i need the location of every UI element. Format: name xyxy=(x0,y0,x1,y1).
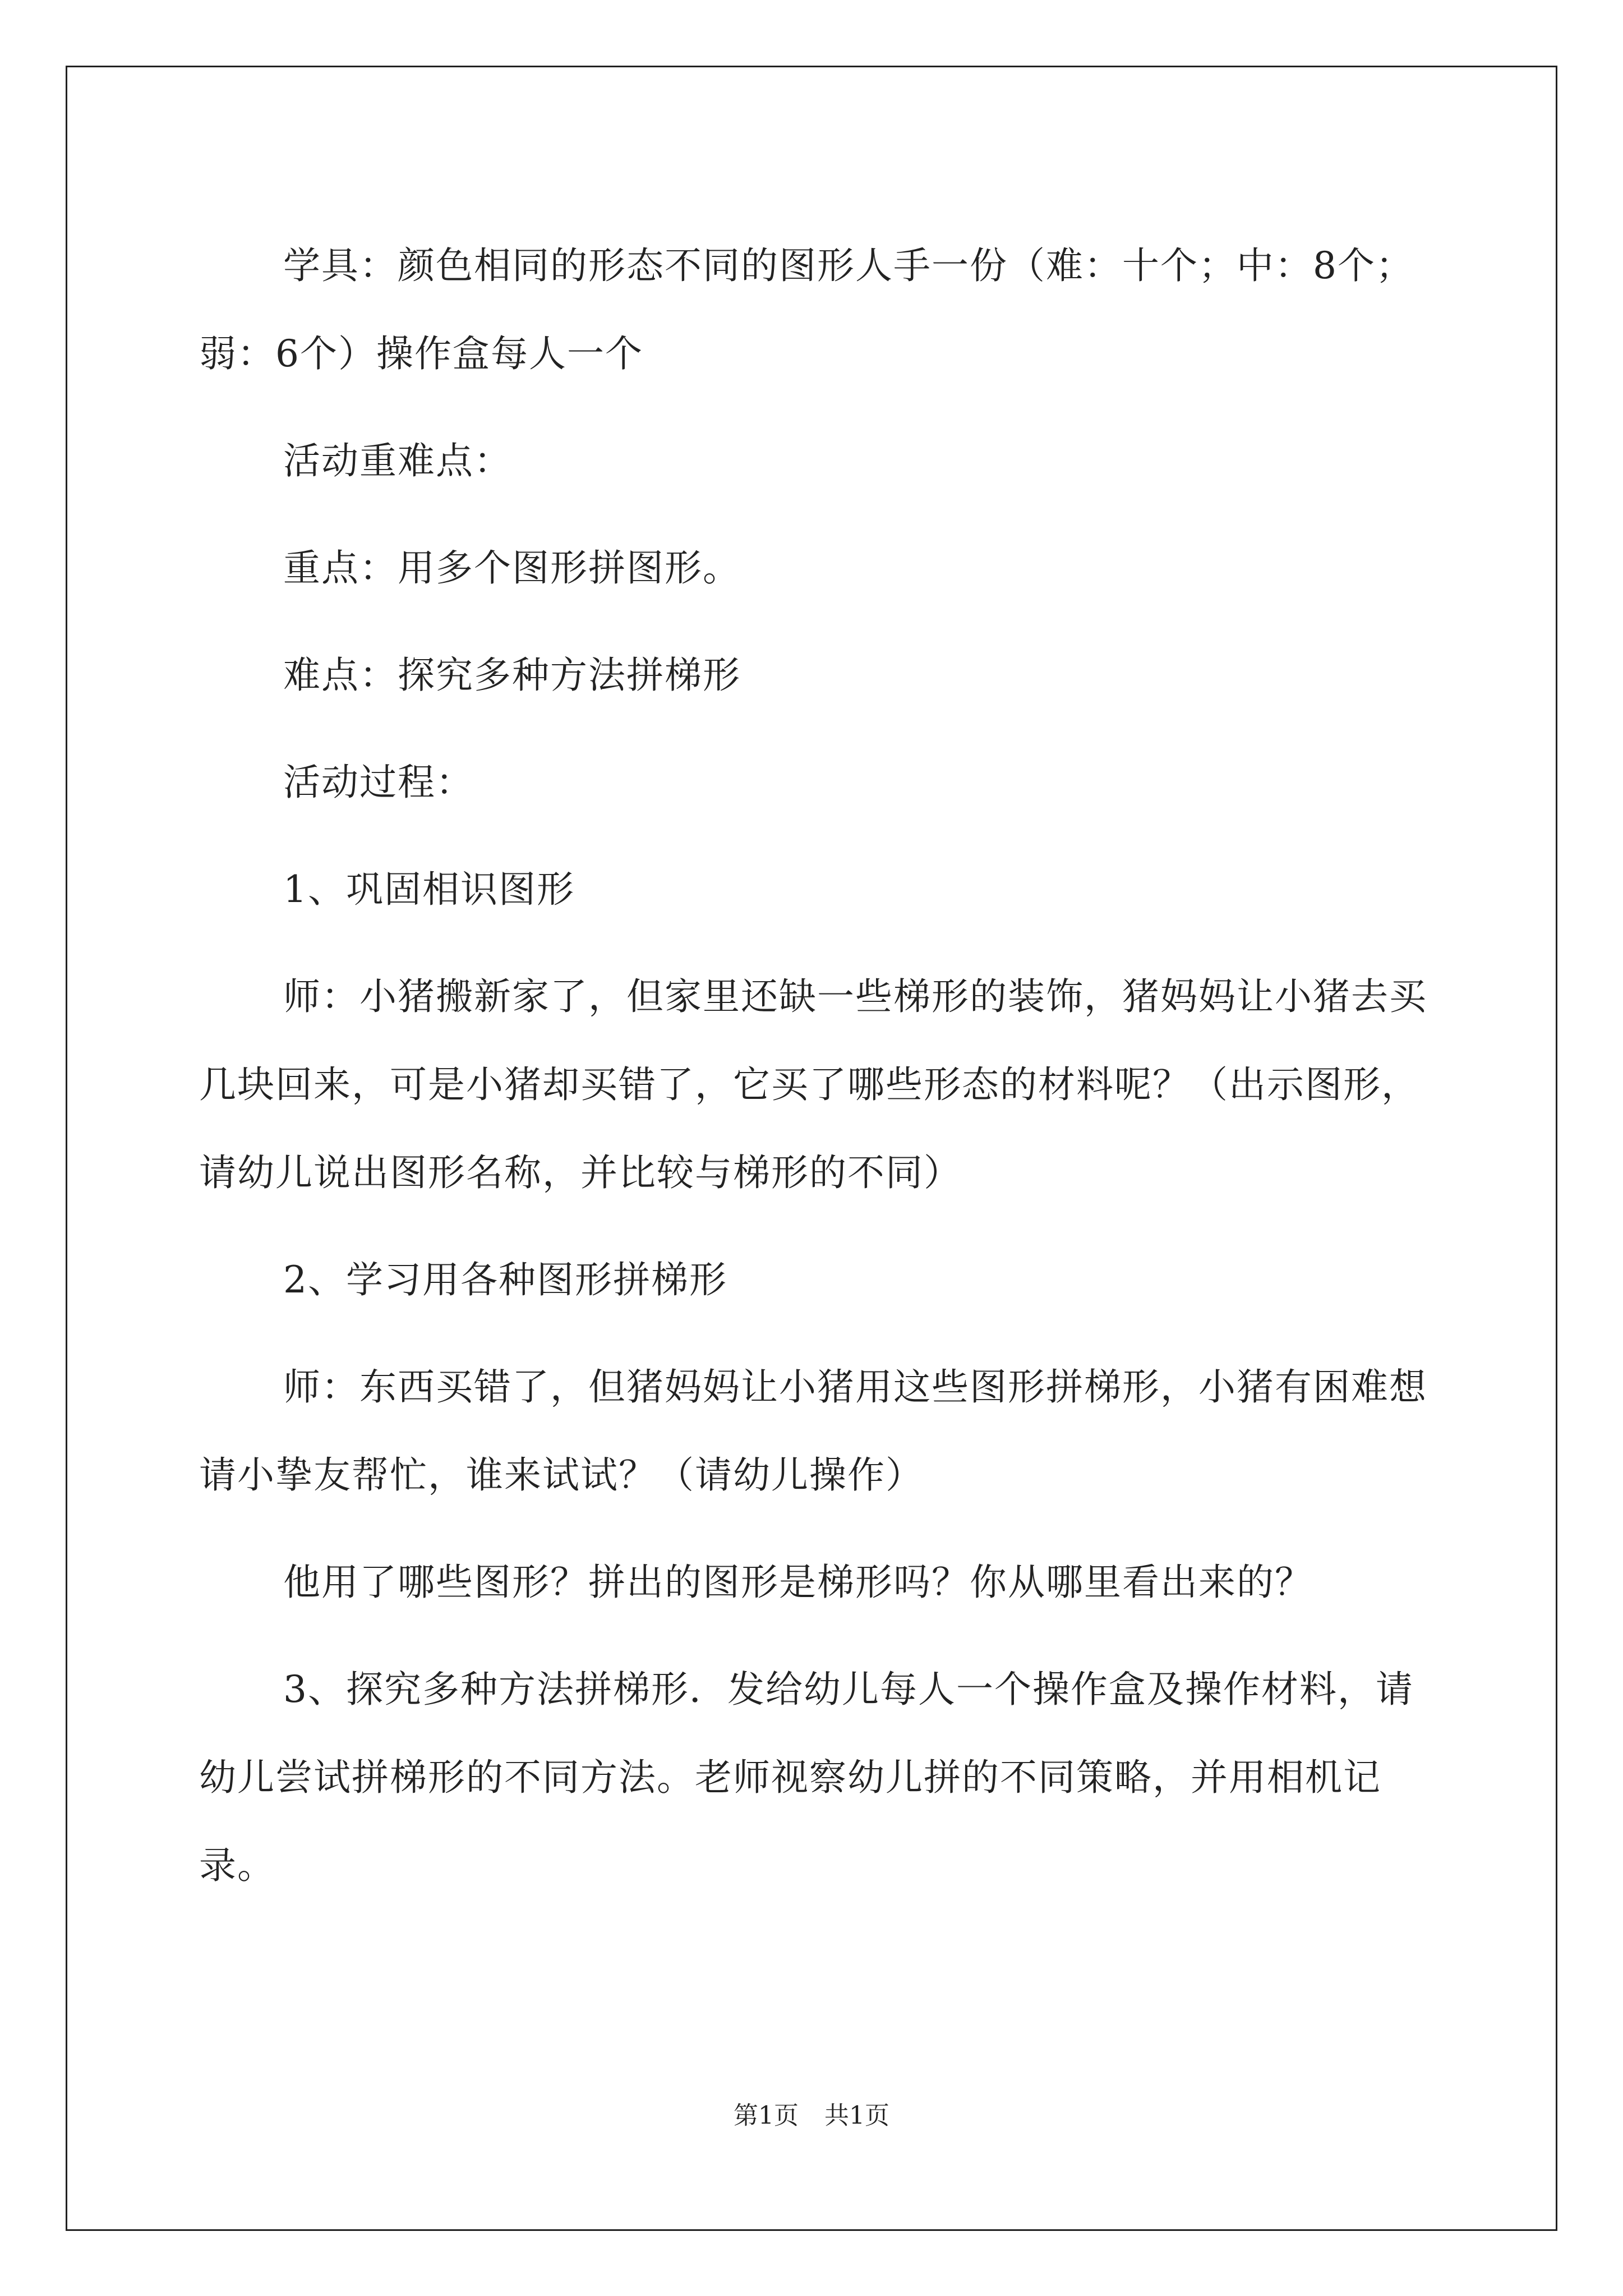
paragraph-key-point: 重点：用多个图形拼图形。 xyxy=(283,546,741,590)
page-total: 共1页 xyxy=(824,2101,889,2130)
paragraph-step-1: 1、巩固相识图形 xyxy=(283,868,575,911)
paragraph-questions: 他用了哪些图形？拼出的图形是梯形吗？你从哪里看出来的？ xyxy=(283,1561,1313,1604)
paragraph-step-3: 3、探究多种方法拼梯形．发给幼儿每人一个操作盒及操作材料，请幼儿尝试拼梯形的不同方法。老师视察幼儿拼的不同策略，并用相机记录。 xyxy=(199,1668,1414,1887)
paragraph-process-heading: 活动过程： xyxy=(283,761,474,804)
paragraph-difficulty: 难点：探究多种方法拼梯形 xyxy=(283,654,741,697)
paragraph-step-2: 2、学习用各种图形拼梯形 xyxy=(283,1258,727,1301)
page-footer xyxy=(0,2099,1623,2133)
paragraph-teacher-1: 师：小猪搬新家了，但家里还缺一些梯形的装饰，猪妈妈让小猪去买几块回来，可是小猪却买错了，它买了哪些形态的材料呢？（出示图形，请幼儿说出图形名称，并比较与梯形的不同） xyxy=(199,975,1427,1194)
document-body xyxy=(199,222,1427,1929)
paragraph-materials: 学具：颜色相同的形态不同的图形人手一份（难：十个；中：8个；弱：6个）操作盒每人一个 xyxy=(199,244,1414,375)
page-number: 第1页 xyxy=(734,2101,799,2130)
paragraph-key-points-heading: 活动重难点： xyxy=(283,439,512,482)
paragraph-teacher-2: 师：东西买错了，但猪妈妈让小猪用这些图形拼梯形，小猪有困难想请小挚友帮忙，谁来试试？（请幼儿操作） xyxy=(199,1365,1427,1497)
